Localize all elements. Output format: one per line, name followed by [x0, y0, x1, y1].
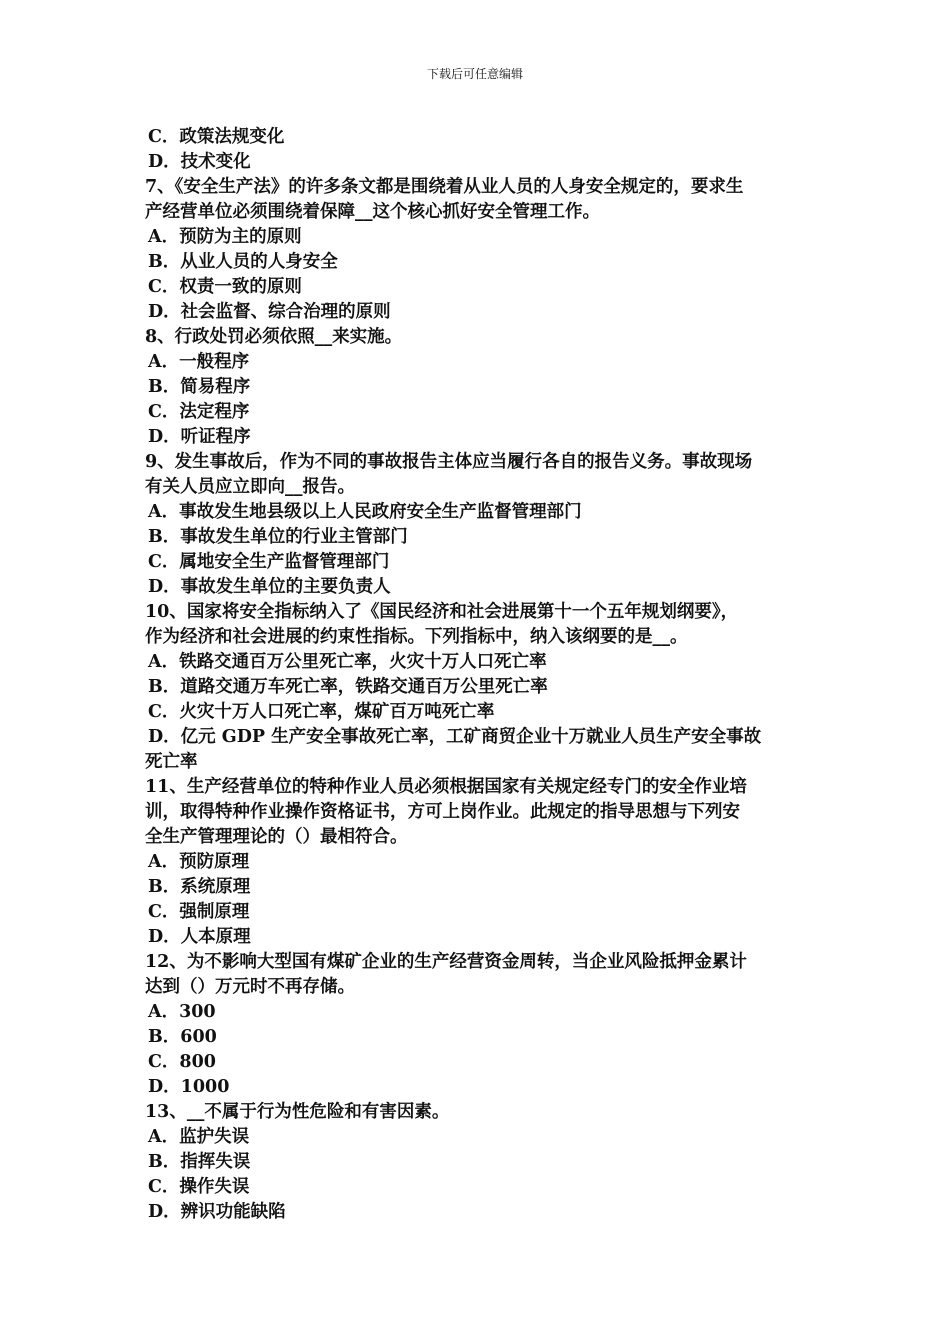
answer-option-line: D．亿元 GDP 生产安全事故死亡率，工矿商贸企业十万就业人员生产安全事故	[148, 727, 762, 747]
answer-option-line: D．1000	[148, 1077, 230, 1097]
answer-option-line: A．铁路交通百万公里死亡率，火灾十万人口死亡率	[148, 652, 547, 672]
document-body	[145, 125, 810, 1225]
answer-option-line: D．技术变化	[148, 152, 251, 172]
question-text-line: 7、《安全生产法》的许多条文都是围绕着从业人员的人身安全规定的，要求生	[145, 177, 744, 197]
page-header: 下载后可任意编辑	[426, 67, 523, 81]
question-text-line: 作为经济和社会进展的约束性指标。下列指标中，纳入该纲要的是__。	[145, 627, 688, 647]
question-text-line: 13、__不属于行为性危险和有害因素。	[145, 1102, 450, 1122]
question-text-line: 有关人员应立即向__报告。	[145, 477, 355, 497]
answer-option-line: A．300	[148, 1002, 216, 1022]
answer-option-line: C．权责一致的原则	[148, 277, 302, 297]
answer-option-line: C．法定程序	[148, 402, 250, 422]
answer-option-line: C．强制原理	[148, 902, 250, 922]
question-text-line: 达到（）万元时不再存储。	[145, 977, 355, 997]
answer-option-line: D．社会监督、综合治理的原则	[148, 302, 391, 322]
answer-option-line: A．一般程序	[148, 352, 250, 372]
answer-option-line: D．听证程序	[148, 427, 251, 447]
answer-option-line: A．预防原理	[148, 852, 250, 872]
answer-option-line: D．事故发生单位的主要负责人	[148, 577, 391, 597]
question-text-line: 11、生产经营单位的特种作业人员必须根据国家有关规定经专门的安全作业培	[145, 777, 747, 797]
answer-option-line: B．系统原理	[148, 877, 251, 897]
question-text-line: 训，取得特种作业操作资格证书，方可上岗作业。此规定的指导思想与下列安	[145, 802, 740, 822]
answer-option-line: C．操作失误	[148, 1177, 250, 1197]
answer-option-line: A．预防为主的原则	[148, 227, 302, 247]
answer-option-line: A．监护失误	[148, 1127, 250, 1147]
question-text-line: 8、行政处罚必须依照__来实施。	[145, 327, 403, 347]
question-text-line: 9、发生事故后，作为不同的事故报告主体应当履行各自的报告义务。事故现场	[145, 452, 753, 472]
answer-option-line: A．事故发生地县级以上人民政府安全生产监督管理部门	[148, 502, 582, 522]
answer-option-line: B．600	[148, 1027, 217, 1047]
question-text-line: 产经营单位必须围绕着保障__这个核心抓好安全管理工作。	[145, 202, 600, 222]
answer-option-line: B．指挥失误	[148, 1152, 251, 1172]
answer-option-line: B．事故发生单位的行业主管部门	[148, 527, 408, 547]
question-text-line: 死亡率	[145, 752, 198, 772]
answer-option-line: C．政策法规变化	[148, 127, 285, 147]
answer-option-line: C．属地安全生产监督管理部门	[148, 552, 390, 572]
answer-option-line: B．道路交通万车死亡率，铁路交通百万公里死亡率	[148, 677, 548, 697]
answer-option-line: C．火灾十万人口死亡率，煤矿百万吨死亡率	[148, 702, 495, 722]
question-text-line: 12、为不影响大型国有煤矿企业的生产经营资金周转，当企业风险抵押金累计	[145, 952, 747, 972]
answer-option-line: D．辨识功能缺陷	[148, 1202, 286, 1222]
question-text-line: 全生产管理理论的（）最相符合。	[145, 827, 408, 847]
answer-option-line: D．人本原理	[148, 927, 251, 947]
answer-option-line: B．简易程序	[148, 377, 251, 397]
answer-option-line: B．从业人员的人身安全	[148, 252, 338, 272]
question-text-line: 10、国家将安全指标纳入了《国民经济和社会进展第十一个五年规划纲要》，	[145, 602, 739, 622]
answer-option-line: C．800	[148, 1052, 216, 1072]
